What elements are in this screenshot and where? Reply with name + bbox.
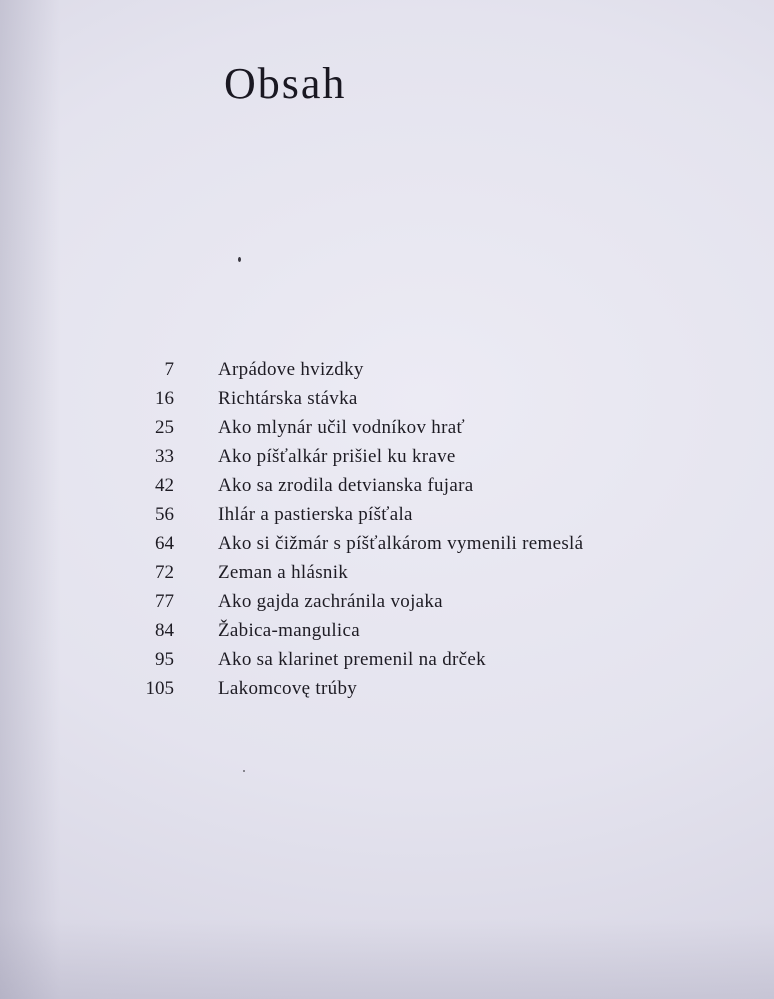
toc-page-number: 72 bbox=[155, 562, 174, 583]
table-of-contents bbox=[0, 358, 774, 706]
toc-entry bbox=[0, 474, 774, 503]
toc-page-number: 7 bbox=[164, 359, 174, 380]
toc-page-number: 33 bbox=[155, 446, 174, 467]
toc-entry bbox=[0, 677, 774, 706]
toc-entry bbox=[0, 503, 774, 532]
toc-title: Zeman a hlásnik bbox=[218, 562, 349, 583]
toc-title: Lakomcovę trúby bbox=[218, 678, 358, 699]
toc-entry bbox=[0, 532, 774, 561]
toc-entry bbox=[0, 358, 774, 387]
toc-entry bbox=[0, 387, 774, 416]
toc-title: Žabica-mangulica bbox=[218, 620, 360, 641]
toc-page-number: 42 bbox=[155, 475, 174, 496]
toc-title: Ako píšťalkár prišiel ku krave bbox=[218, 446, 456, 467]
toc-entry bbox=[0, 619, 774, 648]
toc-page-number: 16 bbox=[155, 388, 174, 409]
toc-title: Arpádove hvizdky bbox=[218, 359, 364, 380]
page-shadow-bottom bbox=[0, 919, 774, 999]
toc-page-number: 84 bbox=[155, 620, 174, 641]
toc-title: Ako sa zrodila detvianska fujara bbox=[218, 475, 474, 496]
toc-title: Ako mlynár učil vodníkov hrať bbox=[218, 417, 465, 438]
toc-page-number: 25 bbox=[155, 417, 174, 438]
toc-title: Ako gajda zachránila vojaka bbox=[218, 591, 443, 612]
ink-speck bbox=[238, 257, 241, 262]
toc-entry bbox=[0, 416, 774, 445]
page-title: Obsah bbox=[224, 59, 347, 108]
toc-title: Ako si čižmár s píšťalkárom vymenili remeslá bbox=[218, 533, 584, 554]
toc-page-number: 56 bbox=[155, 504, 174, 525]
toc-entry bbox=[0, 648, 774, 677]
toc-entry bbox=[0, 445, 774, 474]
toc-page-number: 95 bbox=[155, 649, 174, 670]
toc-title: Ihlár a pastierska píšťala bbox=[218, 504, 413, 525]
toc-entry bbox=[0, 561, 774, 590]
toc-page-number: 64 bbox=[155, 533, 174, 554]
ink-speck bbox=[243, 770, 245, 772]
toc-entry bbox=[0, 590, 774, 619]
toc-page-number: 77 bbox=[155, 591, 174, 612]
toc-page-number: 105 bbox=[145, 678, 174, 699]
toc-title: Ako sa klarinet premenil na drček bbox=[218, 649, 486, 670]
toc-title: Richtárska stávka bbox=[218, 388, 358, 409]
